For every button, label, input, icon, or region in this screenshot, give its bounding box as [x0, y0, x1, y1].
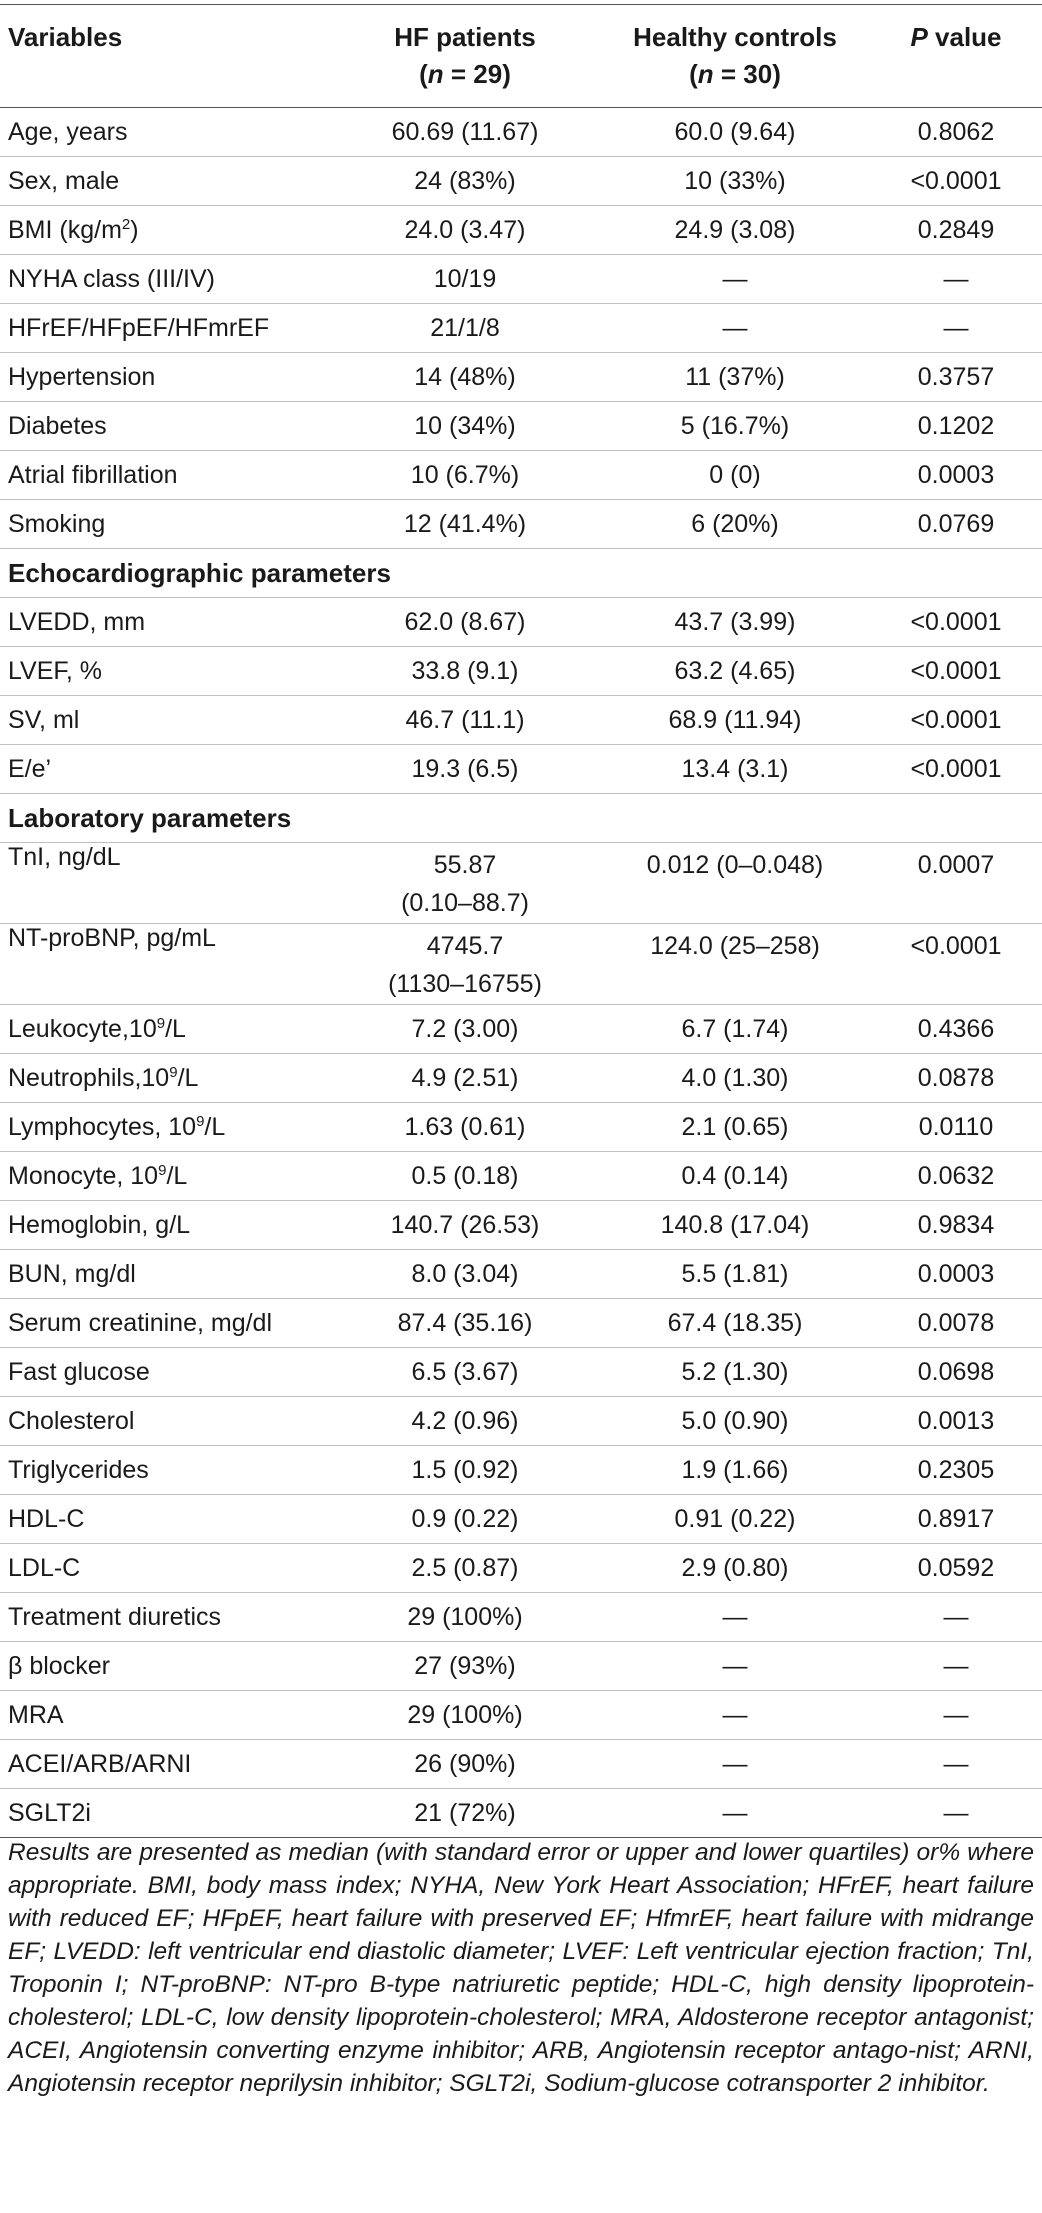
- table-row: [0, 157, 1042, 206]
- healthy-controls-cell: —: [600, 1691, 870, 1740]
- p-value-cell: —: [870, 1740, 1042, 1789]
- healthy-controls-cell: 0.012 (0–0.048): [600, 843, 870, 924]
- hf-patients-cell: 10 (6.7%): [330, 451, 600, 500]
- p-value-cell: <0.0001: [870, 745, 1042, 794]
- p-value-cell: 0.9834: [870, 1201, 1042, 1250]
- table-row: [0, 1348, 1042, 1397]
- p-value-cell: 0.2305: [870, 1446, 1042, 1495]
- hf-patients-cell: 10/19: [330, 255, 600, 304]
- healthy-controls-cell: 0.91 (0.22): [600, 1495, 870, 1544]
- header-p-value: P value: [870, 5, 1042, 108]
- healthy-controls-cell: 5.0 (0.90): [600, 1397, 870, 1446]
- hf-patients-cell: 12 (41.4%): [330, 500, 600, 549]
- table-row: [0, 1446, 1042, 1495]
- p-value-cell: 0.0110: [870, 1103, 1042, 1152]
- hf-patients-cell: 4.2 (0.96): [330, 1397, 600, 1446]
- variable-cell: LDL-C: [0, 1544, 330, 1593]
- header-variables: Variables: [0, 5, 330, 108]
- variable-cell: Lymphocytes, $10^9/L$: [0, 1103, 330, 1152]
- p-value-cell: 0.4366: [870, 1005, 1042, 1054]
- table-row: [0, 598, 1042, 647]
- hf-patients-cell: 55.87 (0.10–88.7): [330, 843, 600, 924]
- p-value-cell: —: [870, 1642, 1042, 1691]
- variable-cell: Treatment diuretics: [0, 1593, 330, 1642]
- variable-cell: $Leukocyte,10^9/L$: [0, 1005, 330, 1054]
- hf-patients-cell: 7.2 (3.00): [330, 1005, 600, 1054]
- variable-cell: BUN, mg/dl: [0, 1250, 330, 1299]
- healthy-controls-cell: 2.1 (0.65): [600, 1103, 870, 1152]
- hf-patients-cell: 4.9 (2.51): [330, 1054, 600, 1103]
- healthy-controls-cell: 140.8 (17.04): [600, 1201, 870, 1250]
- p-value-cell: 0.0003: [870, 451, 1042, 500]
- variable-cell: Monocyte, $10^9/L$: [0, 1152, 330, 1201]
- healthy-controls-cell: 60.0 (9.64): [600, 108, 870, 157]
- healthy-controls-cell: 124.0 (25–258): [600, 924, 870, 1005]
- healthy-controls-cell: 0 (0): [600, 451, 870, 500]
- hf-patients-cell: 27 (93%): [330, 1642, 600, 1691]
- table-row: [0, 1495, 1042, 1544]
- hf-patients-cell: 0.5 (0.18): [330, 1152, 600, 1201]
- healthy-controls-cell: 0.4 (0.14): [600, 1152, 870, 1201]
- p-value-cell: 0.0632: [870, 1152, 1042, 1201]
- hf-patients-cell: 19.3 (6.5): [330, 745, 600, 794]
- variable-cell: LVEDD, mm: [0, 598, 330, 647]
- table-row: [0, 1397, 1042, 1446]
- hf-patients-cell: 21 (72%): [330, 1789, 600, 1838]
- p-value-cell: 0.8917: [870, 1495, 1042, 1544]
- p-value-cell: —: [870, 1593, 1042, 1642]
- p-value-cell: 0.0698: [870, 1348, 1042, 1397]
- hf-patients-cell: 14 (48%): [330, 353, 600, 402]
- healthy-controls-cell: —: [600, 1740, 870, 1789]
- table-row: [0, 1054, 1042, 1103]
- healthy-controls-cell: —: [600, 1593, 870, 1642]
- hf-patients-cell: 62.0 (8.67): [330, 598, 600, 647]
- variable-cell: Age, years: [0, 108, 330, 157]
- p-value-cell: 0.0003: [870, 1250, 1042, 1299]
- p-value-cell: 0.3757: [870, 353, 1042, 402]
- header-healthy-controls: Healthy controls (n = 30): [600, 5, 870, 108]
- variable-cell: Hypertension: [0, 353, 330, 402]
- section-header-row: [0, 549, 1042, 598]
- hf-patients-cell: 1.63 (0.61): [330, 1103, 600, 1152]
- healthy-controls-cell: 11 (37%): [600, 353, 870, 402]
- healthy-controls-cell: 67.4 (18.35): [600, 1299, 870, 1348]
- healthy-controls-cell: —: [600, 1642, 870, 1691]
- healthy-controls-cell: 13.4 (3.1): [600, 745, 870, 794]
- variable-cell: Serum creatinine, mg/dl: [0, 1299, 330, 1348]
- hf-patients-cell: 140.7 (26.53): [330, 1201, 600, 1250]
- variable-cell: NT-proBNP, pg/mL: [0, 924, 330, 1005]
- healthy-controls-cell: 24.9 (3.08): [600, 206, 870, 255]
- table-row: [0, 451, 1042, 500]
- hf-patients-cell: 24.0 (3.47): [330, 206, 600, 255]
- healthy-controls-cell: 4.0 (1.30): [600, 1054, 870, 1103]
- variable-cell: ACEI/ARB/ARNI: [0, 1740, 330, 1789]
- hf-patients-cell: 2.5 (0.87): [330, 1544, 600, 1593]
- variable-cell: Atrial fibrillation: [0, 451, 330, 500]
- table-row: [0, 1544, 1042, 1593]
- table-row: [0, 1642, 1042, 1691]
- variable-cell: LVEF, %: [0, 647, 330, 696]
- variable-cell: Triglycerides: [0, 1446, 330, 1495]
- p-value-cell: 0.2849: [870, 206, 1042, 255]
- p-value-cell: 0.0013: [870, 1397, 1042, 1446]
- table-row: [0, 1201, 1042, 1250]
- table-row: [0, 255, 1042, 304]
- p-value-cell: 0.0592: [870, 1544, 1042, 1593]
- table-row: [0, 1152, 1042, 1201]
- p-value-cell: <0.0001: [870, 924, 1042, 1005]
- table-row: [0, 108, 1042, 157]
- p-value-cell: 0.0769: [870, 500, 1042, 549]
- variable-cell: Sex, male: [0, 157, 330, 206]
- hf-patients-cell: 87.4 (35.16): [330, 1299, 600, 1348]
- table-row: [0, 745, 1042, 794]
- variable-cell: $Neutrophils,10^9/L$: [0, 1054, 330, 1103]
- table-row: [0, 1103, 1042, 1152]
- table-row: [0, 843, 1042, 924]
- variable-cell: Cholesterol: [0, 1397, 330, 1446]
- hf-patients-cell: 26 (90%): [330, 1740, 600, 1789]
- section-title: Laboratory parameters: [0, 794, 1042, 843]
- table-row: [0, 1593, 1042, 1642]
- variable-cell: β blocker: [0, 1642, 330, 1691]
- baseline-characteristics-table: [0, 4, 1042, 1838]
- table-row: [0, 924, 1042, 1005]
- section-header-row: [0, 794, 1042, 843]
- variable-cell: SV, ml: [0, 696, 330, 745]
- hf-patients-cell: 6.5 (3.67): [330, 1348, 600, 1397]
- p-value-cell: —: [870, 304, 1042, 353]
- p-value-cell: 0.0007: [870, 843, 1042, 924]
- healthy-controls-cell: —: [600, 1789, 870, 1838]
- variable-cell: SGLT2i: [0, 1789, 330, 1838]
- p-value-cell: —: [870, 1789, 1042, 1838]
- healthy-controls-cell: 68.9 (11.94): [600, 696, 870, 745]
- hf-patients-cell: 8.0 (3.04): [330, 1250, 600, 1299]
- variable-cell: MRA: [0, 1691, 330, 1740]
- hf-patients-cell: 29 (100%): [330, 1593, 600, 1642]
- variable-cell: HFrEF/HFpEF/HFmrEF: [0, 304, 330, 353]
- healthy-controls-cell: —: [600, 304, 870, 353]
- table-row: [0, 1299, 1042, 1348]
- healthy-controls-cell: 63.2 (4.65): [600, 647, 870, 696]
- healthy-controls-cell: 6.7 (1.74): [600, 1005, 870, 1054]
- healthy-controls-cell: 1.9 (1.66): [600, 1446, 870, 1495]
- hf-patients-cell: 4745.7 (1130–16755): [330, 924, 600, 1005]
- table-row: [0, 1740, 1042, 1789]
- variable-cell: Hemoglobin, g/L: [0, 1201, 330, 1250]
- hf-patients-cell: 1.5 (0.92): [330, 1446, 600, 1495]
- table-row: [0, 696, 1042, 745]
- table-body: [0, 108, 1042, 1838]
- hf-patients-cell: 33.8 (9.1): [330, 647, 600, 696]
- p-value-cell: 0.0078: [870, 1299, 1042, 1348]
- table-row: [0, 1691, 1042, 1740]
- p-value-cell: <0.0001: [870, 696, 1042, 745]
- variable-cell: Smoking: [0, 500, 330, 549]
- section-title: Echocardiographic parameters: [0, 549, 1042, 598]
- healthy-controls-cell: 5.5 (1.81): [600, 1250, 870, 1299]
- healthy-controls-cell: 6 (20%): [600, 500, 870, 549]
- healthy-controls-cell: 5.2 (1.30): [600, 1348, 870, 1397]
- table-row: [0, 1005, 1042, 1054]
- hf-patients-cell: 21/1/8: [330, 304, 600, 353]
- p-value-cell: —: [870, 255, 1042, 304]
- table-row: [0, 402, 1042, 451]
- p-value-cell: <0.0001: [870, 157, 1042, 206]
- table-row: [0, 304, 1042, 353]
- variable-cell: NYHA class (III/IV): [0, 255, 330, 304]
- table-header: [0, 5, 1042, 108]
- variable-cell: Fast glucose: [0, 1348, 330, 1397]
- p-value-cell: 0.1202: [870, 402, 1042, 451]
- variable-cell: E/e’: [0, 745, 330, 794]
- p-value-cell: —: [870, 1691, 1042, 1740]
- table-row: [0, 353, 1042, 402]
- p-value-cell: 0.0878: [870, 1054, 1042, 1103]
- p-value-cell: <0.0001: [870, 647, 1042, 696]
- table-row: [0, 647, 1042, 696]
- hf-patients-cell: 10 (34%): [330, 402, 600, 451]
- hf-patients-cell: 0.9 (0.22): [330, 1495, 600, 1544]
- hf-patients-cell: 24 (83%): [330, 157, 600, 206]
- variable-cell: TnI, ng/dL: [0, 843, 330, 924]
- hf-patients-cell: 46.7 (11.1): [330, 696, 600, 745]
- hf-patients-cell: 60.69 (11.67): [330, 108, 600, 157]
- healthy-controls-cell: 10 (33%): [600, 157, 870, 206]
- table-row: [0, 1789, 1042, 1838]
- variable-cell: Diabetes: [0, 402, 330, 451]
- table-footnote: Results are presented as median (with standard error or upper and lower quartiles) or% where appropriate. BMI, body mass index; NYHA, New York Heart Association; HFrEF, heart failure with reduced EF; HFpEF, heart failure with preserved EF; HfmrEF, heart failure with midrange EF; LVEDD: left ventricular end diastolic diameter; LVEF: Left ventricular ejection fraction; TnI, Troponin I; NT-proBNP: NT-pro B-type natriuretic peptide; HDL-C, high density lipoprotein-cholesterol; LDL-C, low density lipoprotein-cholesterol; MRA, Aldosterone receptor antagonist; ACEI, Angiotensin converting enzyme inhibitor; ARB, Angiotensin receptor antago-nist; ARNI, Angiotensin receptor neprilysin inhibitor; SGLT2i, Sodium-glucose cotransporter 2 inhibitor.: [8, 1839, 1034, 2097]
- hf-patients-cell: 29 (100%): [330, 1691, 600, 1740]
- p-value-cell: 0.8062: [870, 108, 1042, 157]
- table-row: [0, 1250, 1042, 1299]
- variable-cell: HDL-C: [0, 1495, 330, 1544]
- healthy-controls-cell: 43.7 (3.99): [600, 598, 870, 647]
- table-row: [0, 500, 1042, 549]
- healthy-controls-cell: —: [600, 255, 870, 304]
- variable-cell: BMI $(kg/m^2)$: [0, 206, 330, 255]
- healthy-controls-cell: 2.9 (0.80): [600, 1544, 870, 1593]
- p-value-cell: <0.0001: [870, 598, 1042, 647]
- healthy-controls-cell: 5 (16.7%): [600, 402, 870, 451]
- table-row: [0, 206, 1042, 255]
- header-hf-patients: HF patients (n = 29): [330, 5, 600, 108]
